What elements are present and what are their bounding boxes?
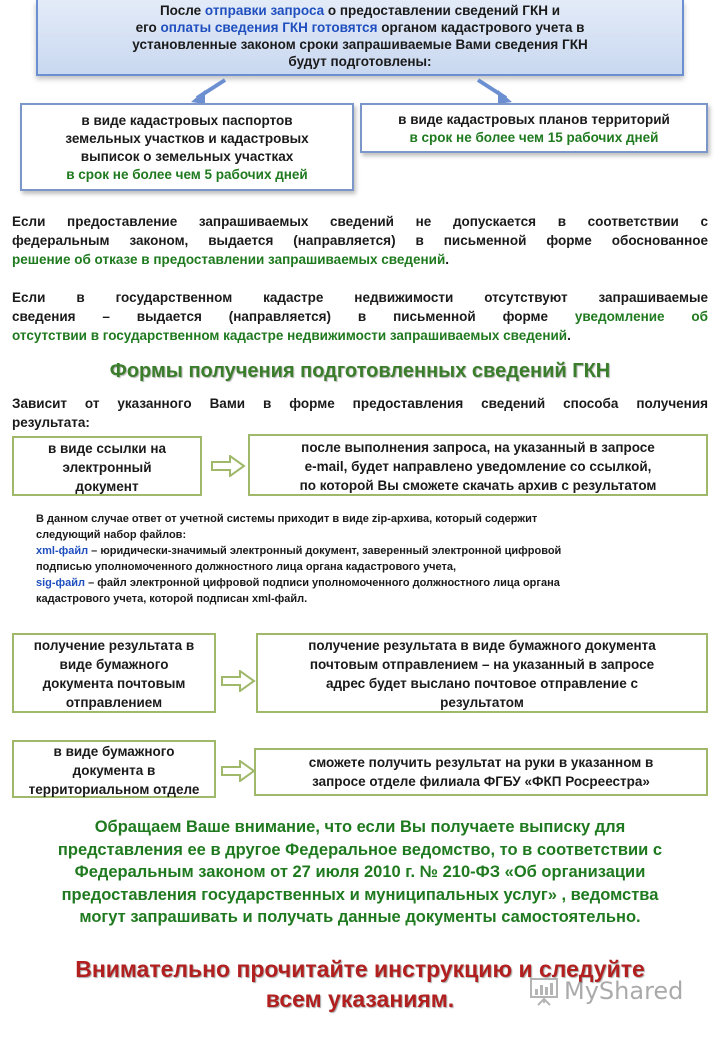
text: выписок о земельных участках xyxy=(80,149,294,164)
text: . xyxy=(445,252,450,267)
office-pickup-description xyxy=(254,748,708,796)
text: в виде кадастровых планов территорий xyxy=(398,112,670,127)
highlight-text: уведомление об xyxy=(574,309,708,324)
text: документ xyxy=(75,479,139,494)
text: запросе отделе филиала ФГБУ «ФКП Росреестра» xyxy=(312,774,650,789)
text: получение результата в виде бумажного документа xyxy=(308,638,656,653)
text: Внимательно прочитайте инструкцию и следуйте xyxy=(75,956,645,982)
postal-description xyxy=(256,633,708,713)
text: виде бумажного xyxy=(59,657,169,672)
text: e-mail, будет направлено уведомление со ссылкой, xyxy=(304,459,652,474)
watermark-text: MyShared xyxy=(564,977,684,1005)
deadline-text: в срок не более чем 5 рабочих дней xyxy=(66,167,308,182)
text: по которой Вы сможете скачать архив с результатом xyxy=(299,478,657,493)
text: адрес будет выслано почтовое отправление с xyxy=(326,676,638,691)
text: в виде ссылки на xyxy=(47,441,167,456)
arrow-right-icon xyxy=(210,455,246,477)
text: Обращаем Ваше внимание, что если Вы получаете выписку для xyxy=(94,818,626,836)
highlight-text: отправки запроса xyxy=(204,3,325,18)
text: следующий набор файлов: xyxy=(36,529,187,541)
text: федеральным законом, выдается (направляется) в письменной форме обоснованное xyxy=(12,233,708,248)
text: Федеральным законом от 27 июля 2010 г. № 210-ФЗ «Об организации xyxy=(74,863,646,881)
text: – юридически-значимый электронный документ, заверенный электронной цифровой xyxy=(88,545,562,557)
text: после выполнения запроса, на указанный в запросе xyxy=(301,440,655,455)
text: результатом xyxy=(440,695,524,710)
text: документа почтовым xyxy=(42,676,186,691)
text: электронный xyxy=(62,460,152,475)
text: результата: xyxy=(12,415,90,430)
text: кадастрового учета, которой подписан xml-файл. xyxy=(36,593,308,605)
text: Если в государственном кадастре недвижимости отсутствуют запрашиваемые xyxy=(12,290,708,305)
text: Если предоставление запрашиваемых сведений не допускается в соответствии с xyxy=(12,214,708,229)
text: в виде кадастровых паспортов xyxy=(81,113,293,128)
text: его xyxy=(135,20,161,35)
refusal-paragraph xyxy=(12,212,708,269)
arrow-right-icon xyxy=(220,670,256,692)
arrow-down-right-icon xyxy=(470,78,520,106)
text: могут запрашивать и получать данные документы самостоятельно. xyxy=(79,908,641,926)
cadastral-plans-box xyxy=(360,103,708,153)
electronic-link-description xyxy=(248,434,708,496)
electronic-link-option xyxy=(12,436,202,496)
text: территориальном отделе xyxy=(28,782,200,797)
text: Зависит от указанного Вами в форме предоставления сведений способа получения xyxy=(12,396,708,411)
text: отправлением xyxy=(65,695,163,710)
text: сможете получить результат на руки в указанном в xyxy=(308,755,654,770)
presentation-icon xyxy=(528,976,560,1006)
text: будут подготовлены: xyxy=(288,54,432,69)
intro-paragraph xyxy=(12,394,708,432)
highlight-text: отсутствии в государственном кадастре недвижимости запрашиваемых сведений xyxy=(12,328,568,343)
text: всем указаниям. xyxy=(265,986,455,1012)
zip-archive-note xyxy=(36,511,686,607)
text: земельных участков и кадастровых xyxy=(65,131,309,146)
postal-option xyxy=(12,633,216,713)
text: установленные законом сроки запрашиваемые Вами сведения ГКН xyxy=(132,37,588,52)
text: сведения – выдается (направляется) в письменной форме xyxy=(12,309,575,324)
text: предоставления государственных и муниципальных услуг» , ведомства xyxy=(61,885,659,904)
highlight-text: xml-файл xyxy=(36,545,89,557)
text: документа в xyxy=(72,763,156,778)
arrow-down-left-icon xyxy=(185,78,235,106)
cadastral-passports-box xyxy=(20,103,354,191)
highlight-text: оплаты сведения ГКН готовятся xyxy=(160,20,378,35)
text: . xyxy=(567,328,571,343)
highlight-text: sig-файл xyxy=(36,577,86,589)
deadline-text: в срок не более чем 15 рабочих дней xyxy=(409,130,659,145)
text: В данном случае ответ от учетной системы приходит в виде zip-архива, который содержит xyxy=(36,513,538,525)
text: представления ее в другое Федеральное ведомство, то в соответствии с xyxy=(57,840,663,859)
intro-banner xyxy=(36,0,684,76)
attention-paragraph xyxy=(8,816,712,929)
text: – файл электронной цифровой подписи уполномоченного должностного лица органа xyxy=(85,577,560,589)
arrow-right-icon xyxy=(220,760,256,782)
watermark xyxy=(528,974,683,1008)
section-title: Формы получения подготовленных сведений ГКН xyxy=(109,360,611,382)
text: подписью уполномоченного должностного лица органа кадастрового учета, xyxy=(36,561,457,573)
text: получение результата в xyxy=(33,638,195,653)
highlight-text: решение об отказе в предоставлении запрашиваемых сведений xyxy=(12,252,446,267)
text: о предоставлении сведений ГКН и xyxy=(324,3,561,18)
office-pickup-option xyxy=(12,740,216,798)
text: органом кадастрового учета в xyxy=(377,20,585,35)
text: После xyxy=(159,3,205,18)
text: в виде бумажного xyxy=(53,744,175,759)
text: почтовым отправлением – на указанный в запросе xyxy=(309,657,655,672)
absence-paragraph xyxy=(12,288,708,345)
